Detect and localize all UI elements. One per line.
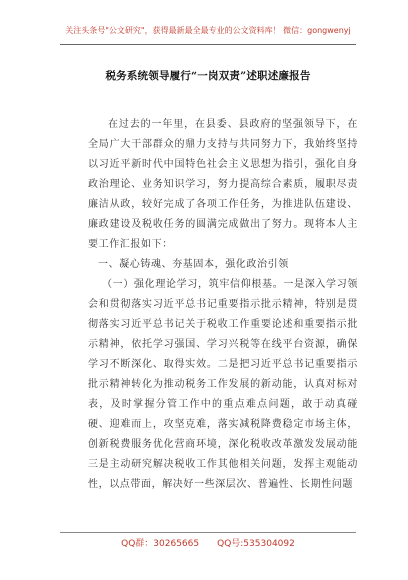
footer-qq-group: QQ群：30265665 — [121, 539, 200, 549]
section-heading: 一、凝心铸魂、夯基固本，强化政治引领 — [98, 259, 289, 270]
footer-qq-number: QQ号:535304092 — [217, 539, 295, 549]
document-title: 税务系统领导履行“一岗双责”述职述廉报告 — [105, 70, 311, 82]
body-paragraph: （一）强化理论学习，筑牢信仰根基。一是深入学习领会和贯彻落实习近平总书记重要指示批示精神，特别是贯彻落实习近平总书记关于税收工作重要论述和重要指示批示精神，依托学习强国、学习兴税等在线平台资源，确保学习不断深化、取得实效。二是把习近平总书记重要指示批示精神转化为推动税务工作发展的新动能，认真对标对表，及时掌握分管工作中的重点难点问题，敢于动真碰硬、迎难而上，攻坚克难，落实减税降费稳定市场主体，创新税费服务优化营商环境，深化税收改革激发发展动能三是主动研究解决税收工作其他相关问题，发挥主观能动性，以点带面，解决好一些深层次、普遍性、长期性问题 — [88, 279, 358, 490]
page-footer — [60, 536, 356, 549]
document-body — [88, 115, 358, 495]
header-divider — [60, 44, 356, 45]
intro-paragraph: 在过去的一年里，在县委、县政府的坚强领导下，在全局广大干部群众的鼎力支持与共同努力下，我始终坚持以习近平新时代中国特色社会主义思想为指引，强化自身政治理论、业务知识学习，努力提高综合素质，履职尽责廉洁从政，较好完成了各项工作任务，为推进队伍建设、廉政建设及税收任务的圆满完成做出了努力。现将本人主要工作汇报如下： — [88, 119, 358, 250]
page-header-notice: 关注头条号"公文研究"，获得最新最全最专业的公文资料库！ 微信：gongwenyj — [65, 26, 351, 35]
footer-divider — [60, 532, 356, 533]
